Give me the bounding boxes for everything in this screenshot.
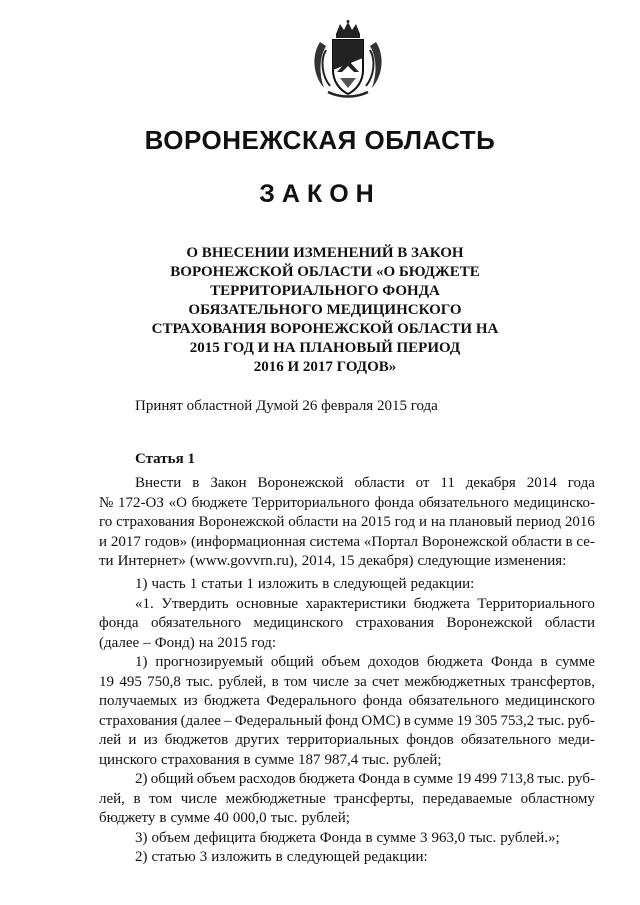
adoption-note: Принят областной Думой 26 февраля 2015 года — [135, 398, 438, 414]
text-line: получаемых из бюджета Федерального фонда обязательного медицинского — [99, 693, 595, 709]
law-title-line: О ВНЕСЕНИИ ИЗМЕНЕНИЙ В ЗАКОН — [186, 245, 464, 261]
text-line: ти Интернет» (www.govvrn.ru), 2014, 15 декабря) следующие изменения: — [99, 553, 567, 569]
text-line: бюджету в сумме 40 000,0 тыс. рублей; — [99, 810, 350, 826]
law-title-line: ТЕРРИТОРИАЛЬНОГО ФОНДА — [210, 283, 440, 299]
text-line: страхования (далее – Федеральный фонд ОМС) в сумме 19 305 753,2 тыс. руб- — [99, 712, 595, 729]
text-line: 19 495 750,8 тыс. рублей, в том числе за счет межбюджетных трансфертов, — [99, 673, 595, 690]
text-line: 1) прогнозируемый общий объем доходов бюджета Фонда в сумме — [135, 654, 595, 670]
text-line: 1) часть 1 статьи 1 изложить в следующей редакции: — [135, 576, 475, 592]
region-title: ВОРОНЕЖСКАЯ ОБЛАСТЬ — [144, 125, 496, 155]
article-body — [99, 575, 595, 868]
article-heading: Статья 1 — [135, 451, 195, 467]
text-line: Внести в Закон Воронежской области от 11 декабря 2014 года — [135, 475, 595, 491]
document-type: ЗАКОН — [259, 180, 381, 208]
text-line: «1. Утвердить основные характеристики бюджета Территориального — [135, 595, 595, 612]
text-line: № 172-ОЗ «О бюджете Территориального фонда обязательного медицинско- — [99, 494, 595, 511]
law-title-line: СТРАХОВАНИЯ ВОРОНЕЖСКОЙ ОБЛАСТИ НА — [151, 321, 499, 337]
text-line: го страхования Воронежской области на 2015 год и на плановый период 2016 — [99, 514, 595, 530]
coat-of-arms-icon — [306, 20, 390, 100]
text-line: лей и из бюджетов других территориальных фондов обязательного меди- — [99, 732, 595, 748]
text-line: лей, в том числе межбюджетные трансферты, передаваемые областному — [99, 790, 595, 807]
text-line: (далее – Фонд) на 2015 год: — [99, 634, 277, 651]
text-line: 3) объем дефицита бюджета Фонда в сумме 3 963,0 тыс. рублей.»; — [135, 829, 560, 846]
law-title-line: ВОРОНЕЖСКОЙ ОБЛАСТИ «О БЮДЖЕТЕ — [170, 264, 480, 280]
text-line: 2) статью 3 изложить в следующей редакции: — [135, 849, 428, 865]
text-line: и 2017 годов» (информационная система «Портал Воронежской области в се- — [99, 533, 595, 550]
law-title-line: 2015 ГОД И НА ПЛАНОВЫЙ ПЕРИОД — [189, 340, 461, 356]
text-line: 2) общий объем расходов бюджета Фонда в сумме 19 499 713,8 тыс. руб- — [135, 771, 595, 787]
text-line: фонда обязательного медицинского страхования Воронежской области — [99, 615, 595, 631]
law-title-line: ОБЯЗАТЕЛЬНОГО МЕДИЦИНСКОГО — [188, 302, 462, 318]
law-title-line: 2016 И 2017 ГОДОВ» — [253, 359, 397, 375]
article-intro — [99, 474, 595, 572]
text-line: цинского страхования в сумме 187 987,4 тыс. рублей; — [99, 751, 442, 768]
law-title — [150, 244, 500, 377]
